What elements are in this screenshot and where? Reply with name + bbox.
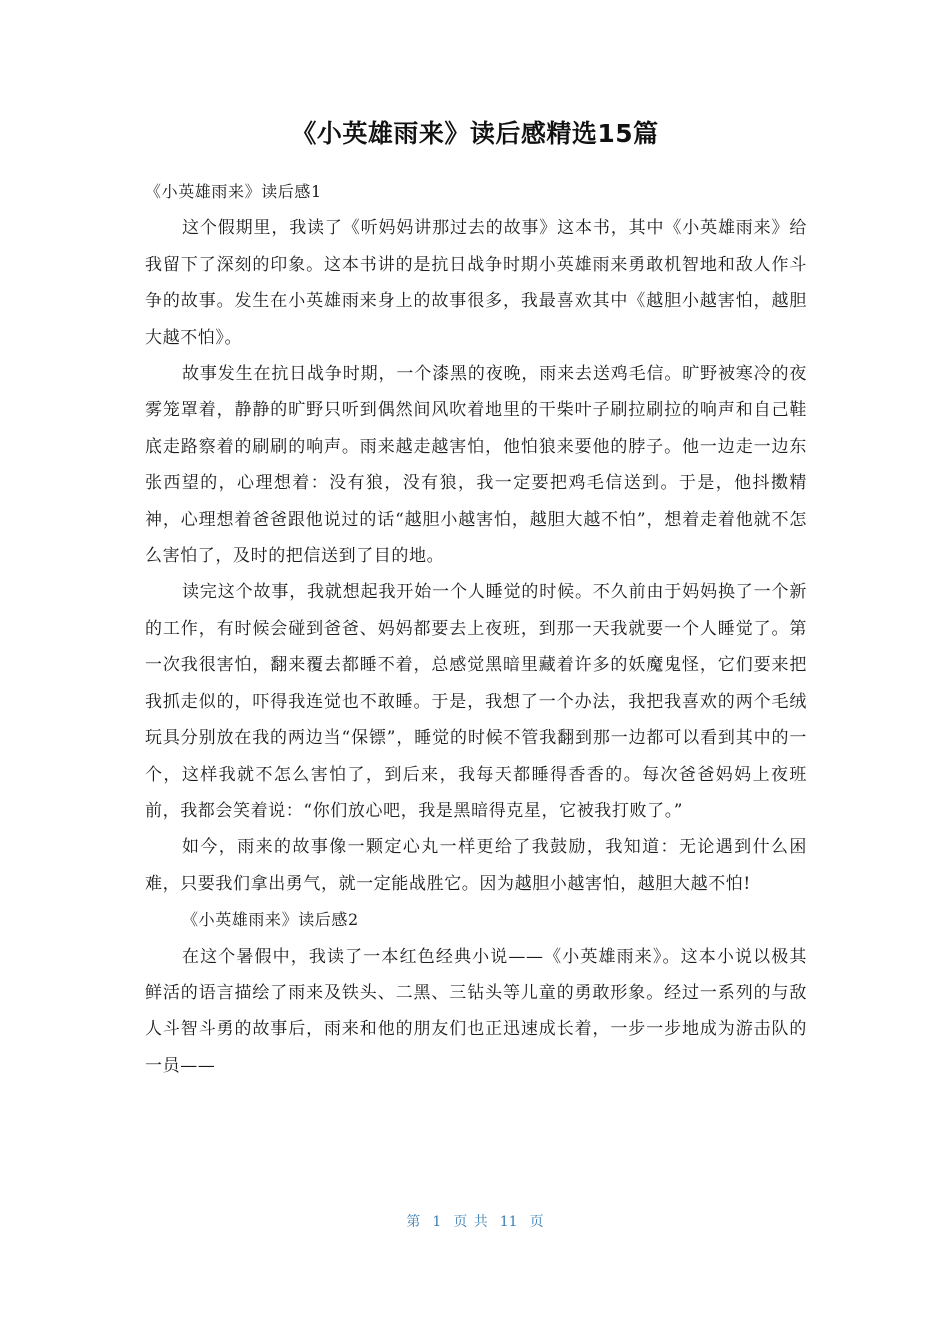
page-footer <box>0 1210 950 1234</box>
paragraph-4: 如今，雨来的故事像一颗定心丸一样更给了我鼓励，我知道：无论遇到什么困难，只要我们拿出勇气，就一定能战胜它。因为越胆小越害怕，越胆大越不怕! <box>145 837 807 894</box>
paragraph-5: 在这个暑假中，我读了一本红色经典小说——《小英雄雨来》。这本小说以极其鲜活的语言描绘了雨来及铁头、二黑、三钻头等儿童的勇敢形象。经过一系列的与敌人斗智斗勇的故事后，雨来和他的朋友们也正迅速成长着，一步一步地成为游击队的一员—— <box>145 946 807 1076</box>
section-heading-2: 《小英雄雨来》读后感2 <box>182 910 359 930</box>
footer-suffix: 页 <box>529 1214 544 1230</box>
document-title: 《小英雄雨来》读后感精选15篇 <box>291 119 659 148</box>
paragraph-1: 这个假期里，我读了《听妈妈讲那过去的故事》这本书，其中《小英雄雨来》给我留下了深刻的印象。这本书讲的是抗日战争时期小英雄雨来勇敢机智地和敌人作斗争的故事。发生在小英雄雨来身上的故事很多，我最喜欢其中《越胆小越害怕，越胆大越不怕》。 <box>145 218 807 348</box>
document-body <box>145 174 807 1084</box>
section-heading-1: 《小英雄雨来》读后感1 <box>145 182 322 201</box>
paragraph-2: 故事发生在抗日战争时期，一个漆黑的夜晚，雨来去送鸡毛信。旷野被寒冷的夜雾笼罩着，静静的旷野只听到偶然间风吹着地里的干柴叶子刷拉刷拉的响声和自己鞋底走路察着的刷刷的响声。雨来越走越害怕，他怕狼来要他的脖子。他一边走一边东张西望的，心理想着：没有狼，没有狼，我一定要把鸡毛信送到。于是，他抖擞精神，心理想着爸爸跟他说过的话“越胆小越害怕，越胆大越不怕”，想着走着他就不怎么害怕了，及时的把信送到了目的地。 <box>145 364 807 567</box>
footer-prefix: 第 <box>406 1214 421 1230</box>
page-total: 11 <box>499 1214 518 1230</box>
footer-middle: 页 共 <box>453 1214 488 1230</box>
paragraph-3: 读完这个故事，我就想起我开始一个人睡觉的时候。不久前由于妈妈换了一个新的工作，有时候会碰到爸爸、妈妈都要去上夜班，到那一天我就要一个人睡觉了。第一次我很害怕，翻来覆去都睡不着，总感觉黑暗里藏着许多的妖魔鬼怪，它们要来把我抓走似的，吓得我连觉也不敢睡。于是，我想了一个办法，我把我喜欢的两个毛绒玩具分别放在我的两边当“保镖”，睡觉的时候不管我翻到那一边都可以看到其中的一个，这样我就不怎么害怕了，到后来，我每天都睡得香香的。每次爸爸妈妈上夜班前，我都会笑着说：“你们放心吧，我是黑暗得克星，它被我打败了。” <box>145 582 807 821</box>
page-number: 1 <box>432 1214 442 1230</box>
